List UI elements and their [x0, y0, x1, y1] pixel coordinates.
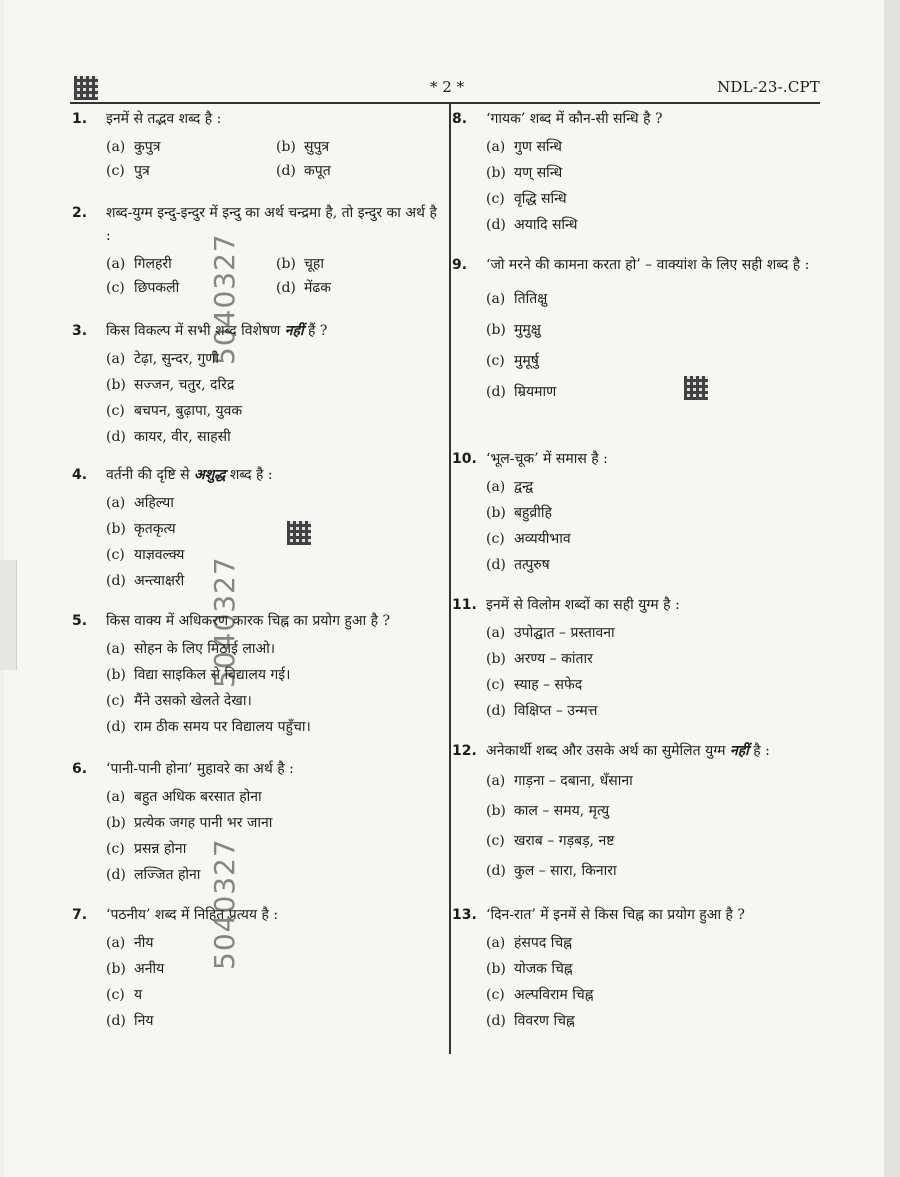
option: (c) स्याह – सफेद	[486, 677, 583, 693]
question-text: ‘पठनीय’ शब्द में निहित प्रत्यय है :	[106, 907, 279, 923]
option: (a) सोहन के लिए मिठाई लाओ।	[106, 641, 276, 657]
question-number: 5.	[72, 613, 88, 629]
question-text: इनमें से तद्भव शब्द है :	[106, 111, 222, 127]
question-3	[72, 320, 444, 453]
option: (d) विवरण चिह्न	[486, 1013, 575, 1029]
question-text: किस विकल्प में सभी शब्द विशेषण नहीं हैं ?	[106, 323, 328, 339]
option: (a) उपोद्घात – प्रस्तावना	[486, 625, 615, 641]
question-number: 13.	[452, 907, 477, 923]
option: (a) तितिक्षु	[486, 291, 548, 307]
option: (d) अयादि सन्धि	[486, 217, 578, 233]
question-7	[72, 904, 444, 1037]
question-2	[72, 202, 444, 299]
question-text: ‘गायक’ शब्द में कौन-सी सन्धि है ?	[486, 111, 663, 127]
question-11	[452, 594, 824, 727]
question-number: 9.	[452, 257, 468, 273]
page-number: * 2 *	[430, 78, 465, 96]
option: (a) बहुत अधिक बरसात होना	[106, 789, 262, 805]
page-header	[70, 78, 820, 100]
option: (c) मैंने उसको खेलते देखा।	[106, 693, 252, 709]
option: (c) छिपकली	[106, 280, 180, 296]
page-edge	[884, 0, 900, 1177]
question-4	[72, 464, 444, 597]
column-divider	[449, 104, 451, 1054]
watermark-number: 5040327	[208, 556, 241, 688]
option: (c) य	[106, 987, 143, 1003]
option: (a) गिलहरी	[106, 256, 172, 272]
option: (b) प्रत्येक जगह पानी भर जाना	[106, 815, 273, 831]
option: (b) योजक चिह्न	[486, 961, 573, 977]
option: (c) प्रसन्न होना	[106, 841, 187, 857]
question-number: 12.	[452, 743, 477, 759]
question-text: ‘भूल-चूक’ में समास है :	[486, 451, 608, 467]
question-number: 2.	[72, 205, 88, 221]
option: (d) निय	[106, 1013, 154, 1029]
option: (c) वृद्धि सन्धि	[486, 191, 567, 207]
option: (d) तत्पुरुष	[486, 557, 550, 573]
question-text: ‘दिन-रात’ में इनमें से किस चिह्न का प्रयोग हुआ है ?	[486, 907, 745, 923]
option: (c) याज्ञवल्क्य	[106, 547, 185, 563]
option: (b) अनीय	[106, 961, 165, 977]
option: (c) अव्ययीभाव	[486, 531, 571, 547]
paper-code: NDL-23-.CPT	[717, 78, 820, 96]
option: (a) हंसपद चिह्न	[486, 935, 572, 951]
option: (d) म्रियमाण	[486, 384, 557, 400]
option: (a) टेढ़ा, सुन्दर, गुणी	[106, 351, 219, 367]
option: (b) विद्या साइकिल से विद्यालय गई।	[106, 667, 291, 683]
question-1	[72, 108, 444, 182]
option: (a) कुपुत्र	[106, 139, 161, 155]
option: (c) मुमूर्षु	[486, 353, 539, 369]
question-number: 1.	[72, 111, 88, 127]
question-number: 3.	[72, 323, 88, 339]
option: (a) द्वन्द्व	[486, 479, 534, 495]
option: (b) कृतकृत्य	[106, 521, 176, 537]
option: (b) काल – समय, मृत्यु	[486, 803, 610, 819]
option: (d) लज्जित होना	[106, 867, 201, 883]
option: (b) यण् सन्धि	[486, 165, 563, 181]
option: (c) अल्पविराम चिह्न	[486, 987, 594, 1003]
question-number: 7.	[72, 907, 88, 923]
paper-tab	[0, 560, 17, 670]
question-text: किस वाक्य में अधिकरण कारक चिह्न का प्रयोग हुआ है ?	[106, 613, 391, 629]
option: (b) चूहा	[276, 256, 324, 272]
option: (d) मेंढक	[276, 280, 332, 296]
option: (d) कपूत	[276, 163, 331, 179]
option: (d) अन्त्याक्षरी	[106, 573, 185, 589]
question-number: 10.	[452, 451, 477, 467]
question-9	[452, 254, 824, 408]
option: (a) अहिल्या	[106, 495, 174, 511]
question-text: ‘पानी-पानी होना’ मुहावरे का अर्थ है :	[106, 761, 294, 777]
question-text: वर्तनी की दृष्टि से अशुद्ध शब्द है :	[106, 467, 273, 483]
option: (b) मुमुक्षु	[486, 322, 541, 338]
option: (d) कुल – सारा, किनारा	[486, 863, 617, 879]
question-text: ‘जो मरने की कामना करता हो’ – वाक्यांश के लिए सही शब्द है :	[486, 257, 810, 273]
option: (b) बहुव्रीहि	[486, 505, 552, 521]
option: (c) खराब – गड़बड़, नष्ट	[486, 833, 615, 849]
watermark-number: 5040327	[208, 233, 241, 365]
header-divider	[70, 102, 820, 104]
option: (b) अरण्य – कांतार	[486, 651, 593, 667]
option: (d) विक्षिप्त – उन्मत्त	[486, 703, 598, 719]
question-5	[72, 610, 444, 743]
question-text: इनमें से विलोम शब्दों का सही युग्म है :	[486, 597, 680, 613]
question-number: 4.	[72, 467, 88, 483]
option: (a) नीय	[106, 935, 154, 951]
option: (b) सज्जन, चतुर, दरिद्र	[106, 377, 235, 393]
option: (d) कायर, वीर, साहसी	[106, 429, 231, 445]
question-8	[452, 108, 824, 241]
question-13	[452, 904, 824, 1037]
watermark-number: 5040327	[208, 838, 241, 970]
option: (a) गाड़ना – दबाना, धँसाना	[486, 773, 633, 789]
question-10	[452, 448, 824, 581]
question-number: 8.	[452, 111, 468, 127]
question-number: 6.	[72, 761, 88, 777]
option: (c) पुत्र	[106, 163, 150, 179]
option: (d) राम ठीक समय पर विद्यालय पहुँचा।	[106, 719, 311, 735]
question-6	[72, 758, 444, 891]
question-text: अनेकार्थी शब्द और उसके अर्थ का सुमेलित युग्म नहीं है :	[486, 743, 770, 759]
option: (c) बचपन, बुढ़ापा, युवक	[106, 403, 243, 419]
question-text: शब्द-युग्म इन्दु-इन्दुर में इन्दु का अर्थ चन्द्रमा है, तो इन्दुर का अर्थ है :	[106, 205, 437, 244]
question-12	[452, 740, 824, 887]
question-number: 11.	[452, 597, 477, 613]
option: (b) सुपुत्र	[276, 139, 330, 155]
option: (a) गुण सन्धि	[486, 139, 563, 155]
